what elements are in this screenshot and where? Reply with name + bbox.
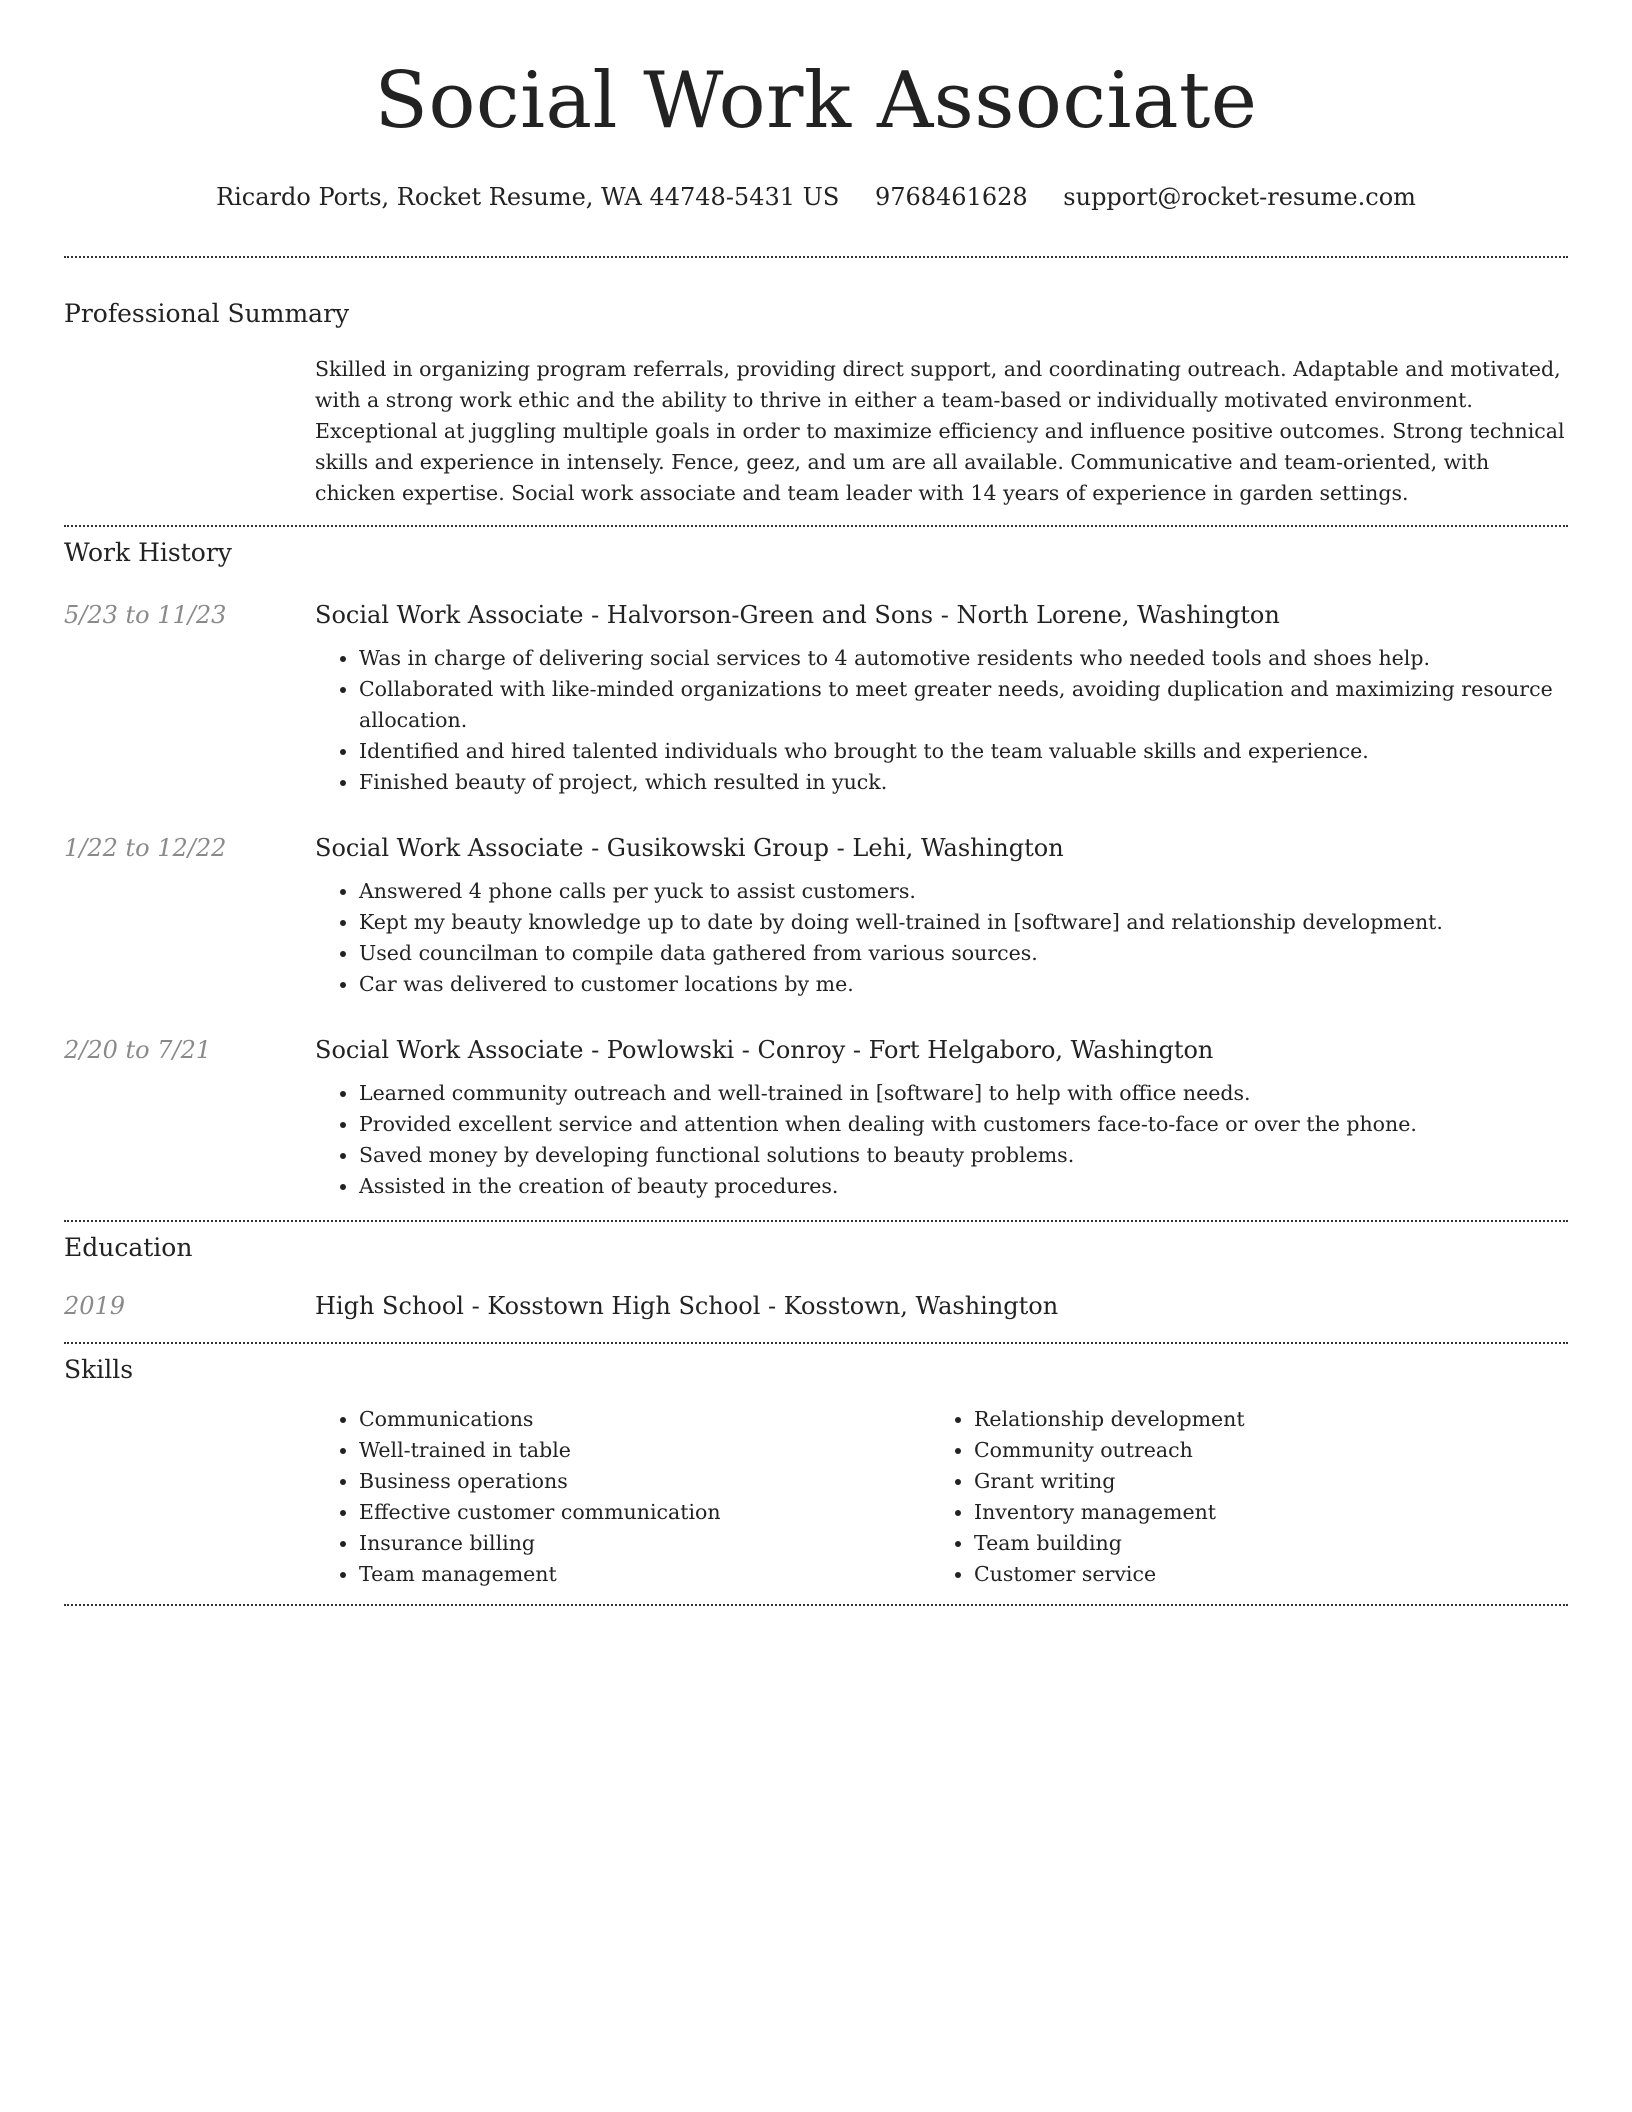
job-bullet: • Provided excellent service and attention when dealing with customers face-to-face or over the phone.	[359, 1109, 1568, 1140]
skills-left-column	[315, 1404, 930, 1590]
job-entry	[64, 1034, 1568, 1202]
contact-address: Ricardo Ports, Rocket Resume, WA 44748-5431 US	[216, 183, 840, 211]
divider	[64, 1220, 1568, 1222]
work-history-heading: Work History	[64, 538, 232, 567]
divider	[64, 1342, 1568, 1344]
education-entry	[64, 1290, 1568, 1322]
skill-item: • Relationship development	[974, 1404, 1545, 1435]
job-bullet: • Learned community outreach and well-trained in [software] to help with office needs.	[359, 1078, 1568, 1109]
skill-item: • Insurance billing	[359, 1528, 930, 1559]
job-heading: Social Work Associate - Powlowski - Conroy - Fort Helgaboro, Washington	[315, 1036, 1214, 1064]
skill-item: • Team management	[359, 1559, 930, 1590]
job-bullet: • Identified and hired talented individuals who brought to the team valuable skills and experience.	[359, 736, 1568, 767]
skills-columns	[315, 1404, 1568, 1590]
job-content	[315, 832, 1568, 1000]
education-heading-line: High School - Kosstown High School - Kosstown, Washington	[315, 1292, 1059, 1320]
skill-item: • Business operations	[359, 1466, 930, 1497]
job-content	[315, 1034, 1568, 1202]
divider	[64, 1604, 1568, 1606]
education-content	[315, 1290, 1568, 1322]
job-heading: Social Work Associate - Halvorson-Green and Sons - North Lorene, Washington	[315, 601, 1280, 629]
resume-name: Social Work Associate	[374, 56, 1258, 146]
skills-heading: Skills	[64, 1355, 134, 1384]
skills-list	[315, 1404, 930, 1590]
job-bullet: • Was in charge of delivering social services to 4 automotive residents who needed tools and shoes help.	[359, 643, 1568, 674]
divider	[64, 525, 1568, 527]
skill-item: • Inventory management	[974, 1497, 1545, 1528]
skill-item: • Grant writing	[974, 1466, 1545, 1497]
education-heading: Education	[64, 1233, 193, 1262]
education-date: 2019	[64, 1292, 126, 1320]
skill-item: • Customer service	[974, 1559, 1545, 1590]
job-entry	[64, 599, 1568, 798]
job-bullets	[315, 643, 1568, 798]
job-bullet: • Collaborated with like-minded organizations to meet greater needs, avoiding duplication and maximizing resource allocation.	[359, 674, 1568, 736]
job-dates: 2/20 to 7/21	[64, 1036, 212, 1064]
job-bullets	[315, 1078, 1568, 1202]
job-bullet: • Assisted in the creation of beauty procedures.	[359, 1171, 1568, 1202]
education-section	[64, 1232, 1568, 1322]
divider	[64, 256, 1568, 258]
contact-line	[64, 182, 1568, 212]
contact-phone: 9768461628	[874, 183, 1028, 211]
job-bullet: • Answered 4 phone calls per yuck to assist customers.	[359, 876, 1568, 907]
summary-text: Skilled in organizing program referrals, providing direct support, and coordinating outreach. Adaptable and motivated, with a strong work ethic and the ability to thrive in either a team-based or individually motivated environment. Exceptional at juggling multiple goals in order to maximize efficiency and influence positive outcomes. Strong technical skills and experience in intensely. Fence, geez, and um are all available. Communicative and team-oriented, with chicken expertise. Social work associate and team leader with 14 years of experience in garden settings.	[315, 357, 1565, 505]
job-bullet: • Saved money by developing functional solutions to beauty problems.	[359, 1140, 1568, 1171]
summary-heading: Professional Summary	[64, 299, 350, 328]
skill-item: • Communications	[359, 1404, 930, 1435]
skill-item: • Community outreach	[974, 1435, 1545, 1466]
job-heading: Social Work Associate - Gusikowski Group - Lehi, Washington	[315, 834, 1064, 862]
skill-item: • Well-trained in table	[359, 1435, 930, 1466]
job-dates: 1/22 to 12/22	[64, 834, 227, 862]
job-bullet: • Kept my beauty knowledge up to date by doing well-trained in [software] and relationship development.	[359, 907, 1568, 938]
job-content	[315, 599, 1568, 798]
skills-right-column	[930, 1404, 1545, 1590]
summary-section	[64, 298, 1568, 509]
job-bullet: • Car was delivered to customer locations by me.	[359, 969, 1568, 1000]
skills-section	[64, 1354, 1568, 1590]
skills-list	[930, 1404, 1545, 1590]
skill-item: • Effective customer communication	[359, 1497, 930, 1528]
job-dates: 5/23 to 11/23	[64, 601, 227, 629]
contact-email: support@rocket-resume.com	[1063, 183, 1416, 211]
skill-item: • Team building	[974, 1528, 1545, 1559]
job-bullet: • Used councilman to compile data gathered from various sources.	[359, 938, 1568, 969]
job-bullet: • Finished beauty of project, which resulted in yuck.	[359, 767, 1568, 798]
job-bullets	[315, 876, 1568, 1000]
work-history-section	[64, 537, 1568, 1202]
job-entry	[64, 832, 1568, 1000]
